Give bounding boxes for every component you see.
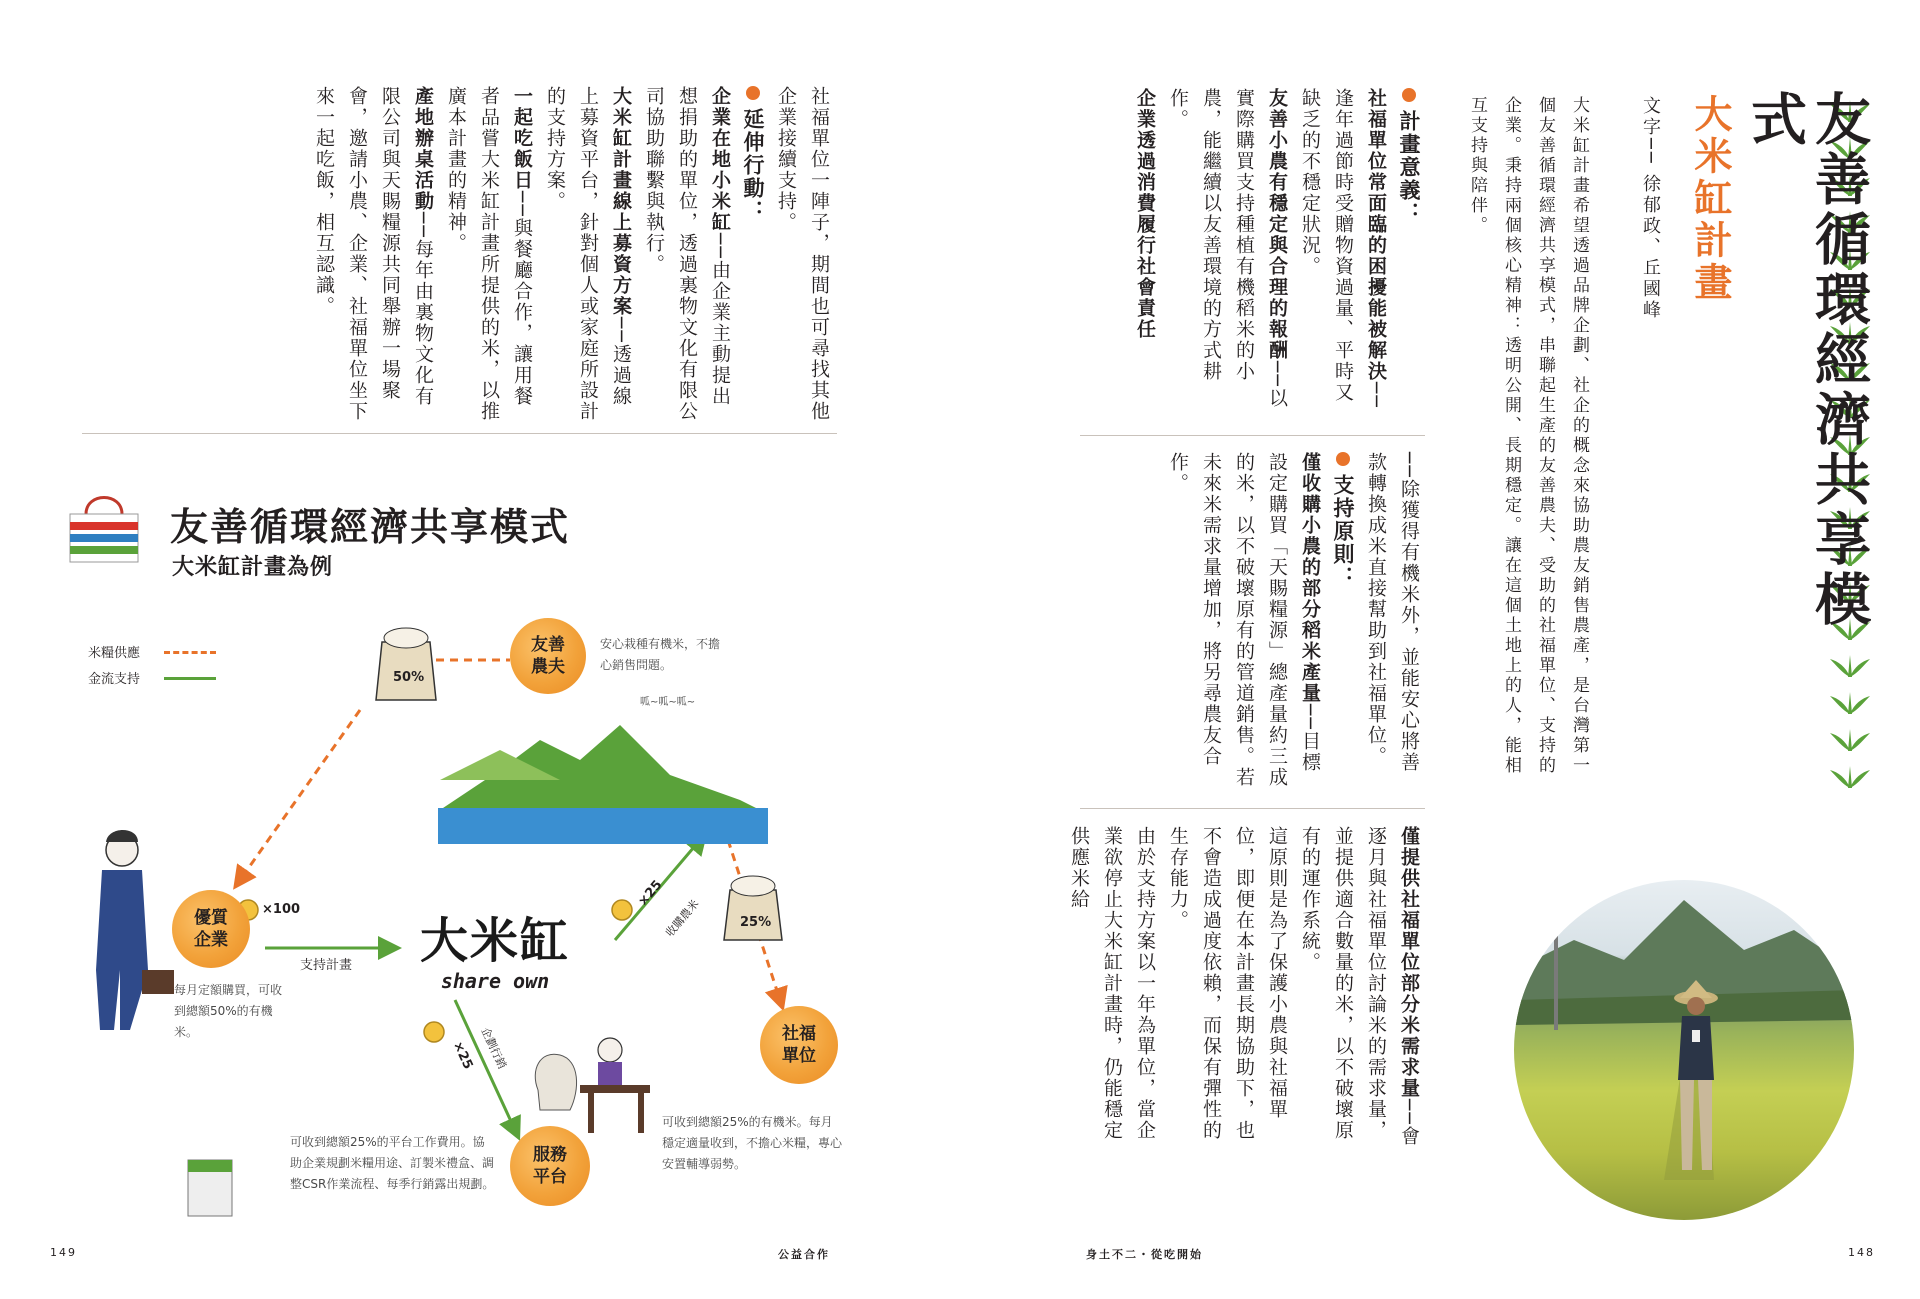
bullet-dot-icon [1336,452,1350,466]
meaning-point-1-bold: 社福單位常面臨的困擾能被解決 [1365,88,1387,382]
action-3-bold: 一起吃飯日 [511,86,533,191]
section-principles [1075,452,1425,792]
diagram-subtitle: 大米缸計畫為例 [172,555,334,580]
page-number-left: 149 [50,1246,77,1259]
continued-text: 社福單位一陣子，期間也可尋找其他企業接續支持。 [775,86,830,422]
intro-paragraph: 大米缸計畫希望透過品牌企劃、社企的概念來協助農友銷售農產，是台灣第一個友善循環經濟共享模式，串聯起生產的友善農夫、受助的社福單位、支持的企業。秉持兩個核心精神：透明公開、長期穩定。讓在這個土地上的人，能相互支持與陪伴。 [1467,96,1589,776]
bullet-dot-icon [746,86,760,100]
footer-left: 公益合作 [778,1248,830,1261]
farmer-node: 友善 農夫 [510,618,586,694]
meaning-point-2-bold: 友善小農有穩定與合理的報酬 [1266,88,1288,361]
meaning-point-3-text: ──除獲得有機米外，並能安心將善款轉換成米直接幫助到社福單位。 [1365,452,1420,773]
logo-text-en: share own [440,969,550,993]
action-2-text: ──透過線上募資平台，針對個人或家庭所設計的支持方案。 [544,86,632,422]
principle-1-text: ──目標設定購買「天賜糧源」總產量約三成的米，以不破壞原有的管道銷售。若未來米需求量增加，將另尋農友合作。 [1167,452,1321,788]
coin-25a-label: ×25 [635,877,666,910]
meaning-point-3-bold: 企業透過消費履行社會責任 [1134,88,1156,340]
welfare-note: 可收到總額25%的有機米。每月穩定適量收到，不擔心米糧，專心安置輔導弱勢。 [662,1115,843,1171]
section-actions [135,86,835,426]
footer-right: 身土不二・從吃開始 [1086,1248,1203,1261]
logo-text-cn: 大米缸 [420,913,571,969]
principle-3-text: 這原則是為了保護小農與社福單位，即便在本計畫長期協助下，也不會造成過度依賴，而保有彈性的生存能力。 [1167,826,1288,1141]
company-node: 優質 企業 [172,890,250,968]
principle-1-bold: 僅收購小農的部分稻米產量 [1299,452,1321,704]
action-3-text: ──與餐廳合作，讓用餐者品嘗大米缸計畫所提供的米，以推廣本計畫的精神。 [445,86,533,422]
principle-4-text: 由於支持方案以一年為單位，當企業欲停止大米缸計畫時，仍能穩定供應米給 [1068,826,1156,1141]
legend-rice-label: 米糧供應 [88,646,141,661]
page-number-right: 148 [1848,1246,1875,1259]
article-subtitle: 大米缸計畫 [1688,94,1732,304]
welfare-node: 社福 單位 [760,1006,838,1084]
action-2-bold: 大米缸計畫線上募資方案 [610,86,632,317]
byline: 文字── 徐郁政、丘國峰 [1640,96,1661,322]
action-1-bold: 企業在地小米缸 [709,86,731,233]
bag-50-label: 50% [393,670,425,685]
section-principles-cont [1068,826,1425,1156]
principle-2-text: ──會逐月與社福單位討論米的需求量，並提供適合數量的米，以不破壞原有的運作系統。 [1299,826,1420,1147]
planning-label: 企劃行銷 [478,1025,509,1071]
section-heading-principles: 支持原則： [1331,474,1355,589]
section-meaning [1075,88,1425,423]
company-note: 每月定額購買，可收到總額50%的有機米。 [174,983,283,1039]
action-4-text: ──每年由裏物文化有限公司與天賜糧源共同舉辦一場聚會，邀請小農、企業、社福單位坐下來一起吃飯，相互認識。 [313,86,434,422]
section-heading-actions: 延伸行動： [741,108,765,223]
photo-scene [1514,880,1854,1220]
coin-25b-label: ×25 [449,1039,476,1072]
coin-100-label: ×100 [262,902,301,917]
diagram [60,470,850,1240]
divider-right-lower [1080,808,1425,809]
action-1-text: ──由企業主動提出想捐助的單位，透過裏物文化有限公司協助聯繫與執行。 [643,86,731,422]
frog-sound: 呱~呱~呱~ [640,697,696,708]
article-title: 友善循環經濟共享模式 [1742,90,1871,630]
daming-logo [420,902,570,993]
bag-25-label: 25% [740,915,772,930]
meaning-point-2-text: ──以實際購買支持種植有機稻米的小農，能繼續以友善環境的方式耕作。 [1167,88,1288,409]
farmer-photo [1514,880,1854,1220]
meaning-point-1-text: ──逢年過節時受贈物資過量、平時又缺乏的不穩定狀況。 [1299,88,1387,409]
farmer-note: 安心栽種有機米，不擔心銷售問題。 [600,637,721,672]
support-label: 支持計畫 [300,958,353,973]
section-heading-meaning: 計畫意義： [1397,110,1421,225]
diagram-title: 友善循環經濟共享模式 [170,505,571,549]
action-4-bold: 產地辦桌活動 [412,86,434,212]
divider-left [82,433,837,434]
service-note: 可收到總額25%的平台工作費用。協助企業規劃米糧用途、訂製米禮盒、調整CSR作業流程、每季行銷露出規劃。 [290,1135,495,1191]
legend-money-label: 金流支持 [88,672,141,687]
purchase-label: 收購農米 [663,897,702,940]
principle-2-bold: 僅提供社福單位部分米需求量 [1398,826,1420,1099]
service-node: 服務 平台 [510,1126,590,1206]
bullet-dot-icon [1402,88,1416,102]
divider-right-upper [1080,435,1425,436]
